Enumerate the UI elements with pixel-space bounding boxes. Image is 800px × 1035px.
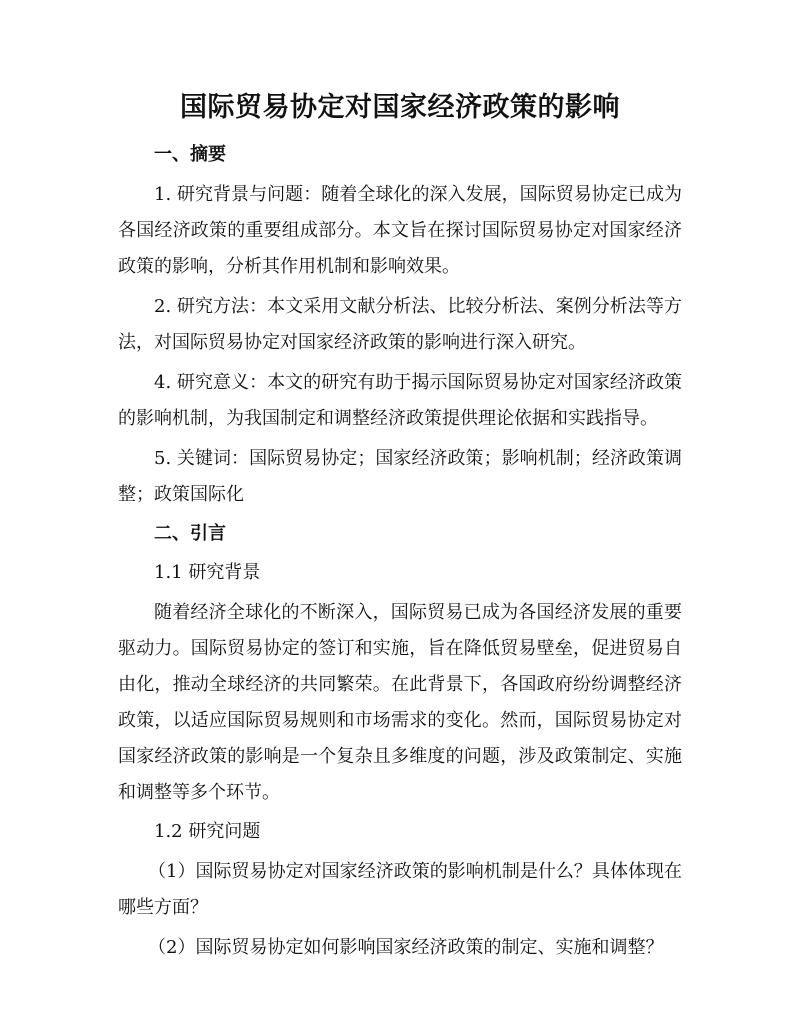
section-heading-abstract: 一、摘要 (154, 144, 226, 165)
abstract-item-significance: 4. 研究意义：本文的研究有助于揭示国际贸易协定对国家经济政策的影响机制，为我国制定和调整经济政策提供理论依据和实践指导。 (118, 372, 682, 429)
research-question-2: （2）国际贸易协定如何影响国家经济政策的制定、实施和调整？ (148, 937, 664, 958)
section-heading-introduction: 二、引言 (154, 523, 226, 544)
background-paragraph: 随着经济全球化的不断深入，国际贸易已成为各国经济发展的重要驱动力。国际贸易协定的签订和实施，旨在降低贸易壁垒，促进贸易自由化，推动全球经济的共同繁荣。在此背景下，各国政府纷纷调整经济政策，以适应国际贸易规则和市场需求的变化。然而，国际贸易协定对国家经济政策的影响是一个复杂且多维度的问题，涉及政策制定、实施和调整等多个环节。 (118, 602, 682, 803)
document-title: 国际贸易协定对国家经济政策的影响 (180, 92, 620, 123)
subsection-heading-questions: 1.2 研究问题 (154, 821, 261, 842)
abstract-item-method: 2. 研究方法：本文采用文献分析法、比较分析法、案例分析法等方法，对国际贸易协定对国家经济政策的影响进行深入研究。 (118, 296, 682, 353)
research-question-1: （1）国际贸易协定对国家经济政策的影响机制是什么？具体体现在哪些方面？ (118, 861, 682, 918)
document-page (118, 88, 682, 970)
abstract-item-keywords: 5. 关键词：国际贸易协定；国家经济政策；影响机制；经济政策调整；政策国际化 (118, 448, 682, 505)
abstract-item-background: 1. 研究背景与问题：随着全球化的深入发展，国际贸易协定已成为各国经济政策的重要组成部分。本文旨在探讨国际贸易协定对国家经济政策的影响，分析其作用机制和影响效果。 (118, 184, 682, 277)
subsection-heading-background: 1.1 研究背景 (154, 562, 261, 583)
